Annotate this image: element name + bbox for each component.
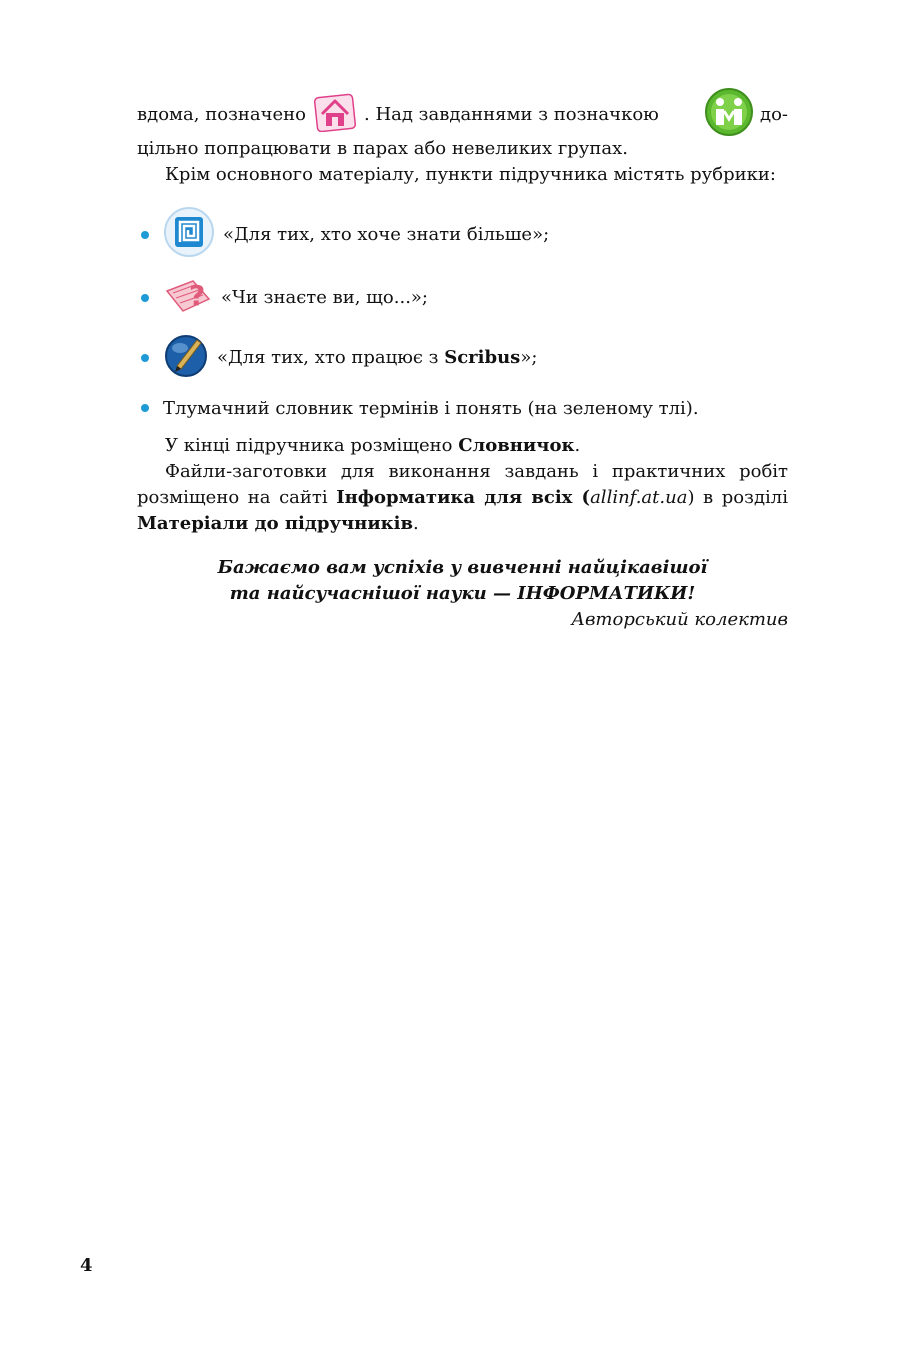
intro-text-c: до- [759, 103, 788, 125]
rubrics-intro: Крім основного матеріалу, пункти підручника містять рубрики: [165, 164, 776, 185]
dictionary-note: У кінці підручника розміщено Словничок. [165, 435, 581, 456]
home-task-icon [312, 92, 358, 137]
files-note: Файли-заготовки для виконання завдань і практичних робіт розміщено на сайті Інформатика для всіх (allinf.at.ua) в розділі Матеріали до підручників. [137, 461, 788, 534]
intro-line-1 [137, 92, 788, 136]
intro-text-a: вдома, позначено [137, 103, 306, 125]
list-item [163, 395, 788, 421]
page-content [137, 92, 788, 633]
page-number: 4 [80, 1255, 93, 1276]
wishes-line-1: Бажаємо вам успіхів у вивченні найцікавішої [217, 557, 708, 578]
question-scroll-icon [163, 275, 213, 320]
svg-text:?: ? [189, 279, 206, 312]
site-name: Інформатика для всіх [336, 487, 573, 508]
rubrics-list [137, 206, 788, 421]
intro-text-b: . Над завданнями з позначкою [364, 103, 659, 125]
rubric-text-3: «Для тих, хто працює з Scribus»; [217, 347, 538, 368]
signature: Авторський колектив [571, 609, 788, 630]
spiral-book-icon [163, 206, 215, 263]
rubric-text-1: «Для тих, хто хоче знати більше»; [223, 224, 550, 245]
wishes [137, 555, 788, 607]
wishes-line-2: та найсучаснішої науки — ІНФОРМАТИКИ! [229, 583, 696, 604]
list-item [163, 332, 788, 383]
rubric-text-4: Тлумачний словник термінів і понять (на зеленому тлі). [163, 397, 699, 419]
list-item [163, 275, 788, 320]
pen-globe-icon [163, 332, 209, 383]
section-name: Матеріали до підручників [137, 513, 414, 534]
group-work-icon [704, 87, 754, 142]
intro-line-2: цільно попрацювати в парах або невеликих групах. [137, 138, 628, 159]
list-item [163, 206, 788, 263]
rubric-text-2: «Чи знаєте ви, що...»; [221, 287, 428, 308]
site-url[interactable]: allinf.at.ua [590, 487, 688, 508]
scribus-name: Scribus [444, 347, 521, 368]
dictionary-name: Словничок [458, 435, 575, 456]
